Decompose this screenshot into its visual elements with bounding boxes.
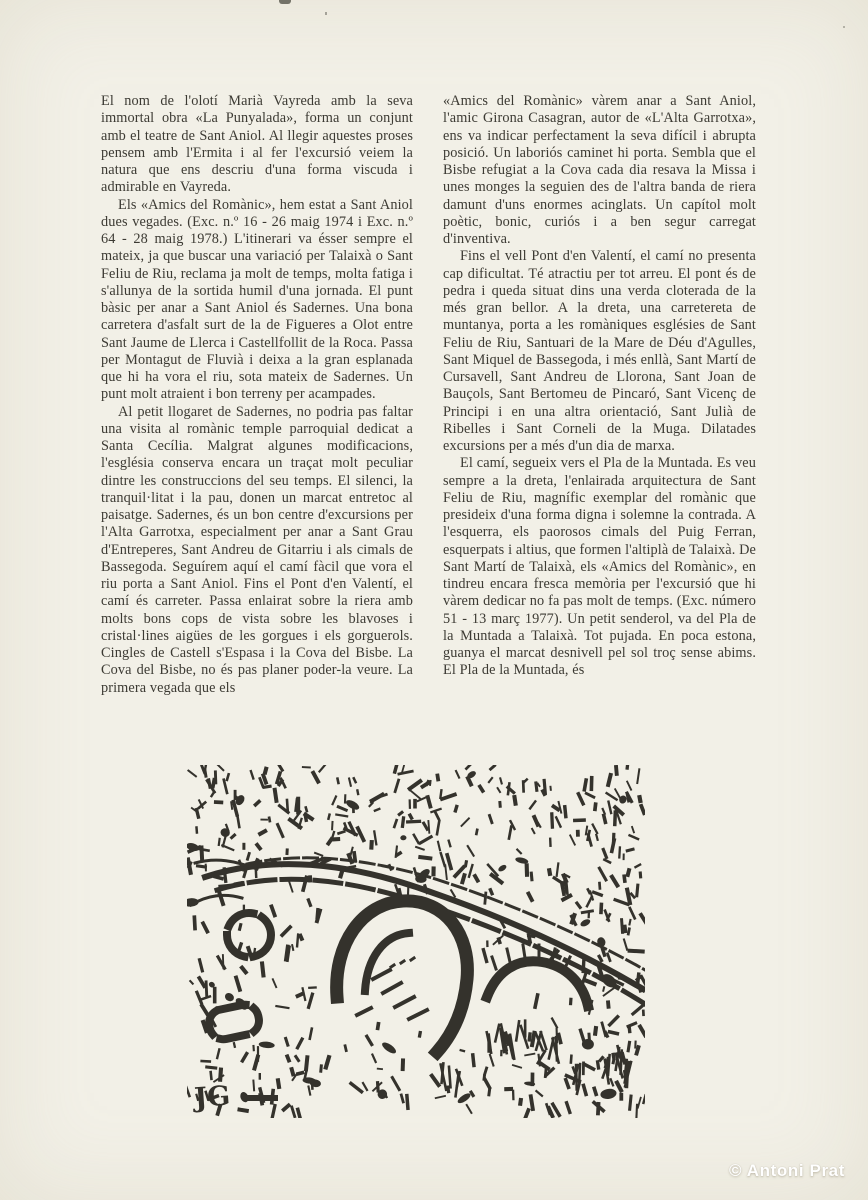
- scan-speck: [279, 0, 291, 4]
- artist-signature: JG: [193, 1080, 232, 1114]
- paragraph: Els «Amics del Romànic», hem estat a Sant Aniol dues vegades. (Exc. n.º 16 - 26 maig 1974 i Exc. n.º 64 - 28 maig 1978.) L'itinerari va ésser sempre el mateix, ja que buscar una variació per Talaixà o Sant Feliu de Riu, reclama ja molt de temps, molta fatiga i s'allunya de la sortida humil d'una jornada. El punt bàsic per anar a Sant Aniol és Sadernes. Una bona carretera d'asfalt surt de la de Figueres a Olot entre Sant Jaume de Llerca i Castellfollit de la Roca. Passa per Montagut de Fluvià i deixa a la gran esplanada que hi ha vora el riu, sota mateix de Sadernes. Un punt molt atraient i bon terreny per acampades.: [101, 196, 413, 403]
- photo-credit: © Antoni Prat: [728, 1161, 845, 1180]
- scan-speck: [843, 26, 845, 28]
- paragraph: Al petit llogaret de Sadernes, no podria pas faltar una visita al romànic temple parroquial dedicat a Santa Cecília. Malgrat algunes modificacions, l'església conserva encara un traçat molt peculiar dintre les construccions del seu temps. El silenci, la tranquil·litat i la pau, donen un marcat entretoc al paisatge. Sadernes, és un bon centre d'excursions per l'Alta Garrotxa, especialment per anar a Sant Grau d'Entreperes, Sant Andreu de Gitarriu i als cimals de Bassegoda. Seguírem aquí el camí fàcil que vora el riu porta a Sant Aniol. Fins el Pont d'en Valentí, el camí és carreter. Passa enlairat sobre la riera amb molts bons cops de vista sobre les blavoses i cristal·lines aigües de les gorgues i els gorguerols. Cingles de Castell s'Espasa i la Cova del Bisbe. La Cova del Bisbe, no és pas planer poder-la veure. La primera vegada que els: [101, 403, 413, 696]
- scan-speck: [325, 12, 327, 15]
- ink-drawing-illustration: [187, 765, 645, 1118]
- paragraph: «Amics del Romànic» vàrem anar a Sant Aniol, l'amic Girona Casagran, autor de «L'Alta Garrotxa», ens va indicar perfectament la seva difícil i abrupta posició. Un laboriós caminet hi porta. Sembla que el Bisbe refugiat a la Cova cada dia resava la Missa i unes monges la seguien des de l'altra banda de riera damunt d'uns enormes acinglats. Un capítol molt poètic, bonic, curiós i a ben segur carregat d'inventiva.: [443, 93, 756, 247]
- ink-drawing-svg: [187, 765, 645, 1118]
- text-column-right: [443, 93, 756, 680]
- paragraph: El camí, segueix vers el Pla de la Muntada. Es veu sempre a la dreta, l'enlairada arquitectura de Sant Feliu de Riu, magnífic exemplar del romànic que presideix d'una forma digna i solemne la contrada. A l'esquerra, els paorosos cimals del Puig Ferran, esquerpats i altius, que formen l'altiplà de Talaixà. De Sant Martí de Talaixà, els «Amics del Romànic», en tindreu encara fresca memòria per l'excursió que hi vàrem dedicar no fa pas molt de temps. (Exc. número 51 - 13 març 1977). Un petit senderol, va del Pla de la Muntada a Talaixà. Tot pujada. En poca estona, guanya el marcat desnivell pel sol troç sense abims. El Pla de la Muntada, és: [443, 455, 756, 679]
- text-column-left: [101, 93, 413, 697]
- paragraph: Fins el vell Pont d'en Valentí, el camí no presenta cap dificultat. Té atractiu per tot arreu. El pont és de pedra i queda situat dins una verda cloterada de la més gran bellor. A la dreta, una carretereta de muntanya, porta a les romàniques esglésies de Sant Feliu de Riu, Santuari de la Mare de Déu d'Agulles, Sant Miquel de Bassegoda, i més enllà, Sant Martí de Cursavell, Sant Andreu de Llorona, Sant Joan de Bauçols, Sant Bertomeu de Pincaró, Sant Vicenç de Principi i en una altra orientació, Sant Julià de Ribelles i Sant Corneli de la Muga. Dilatades excursions per a més d'un dia de marxa.: [443, 248, 756, 454]
- paragraph: El nom de l'olotí Marià Vayreda amb la seva immortal obra «La Punyalada», forma un conjunt amb el teatre de Sant Aniol. Al llegir aquestes proses pensem amb l'Ermita i al fer l'excursió veiem la natura que ens descriu d'una forma viscuda i admirable en Vayreda.: [101, 93, 413, 196]
